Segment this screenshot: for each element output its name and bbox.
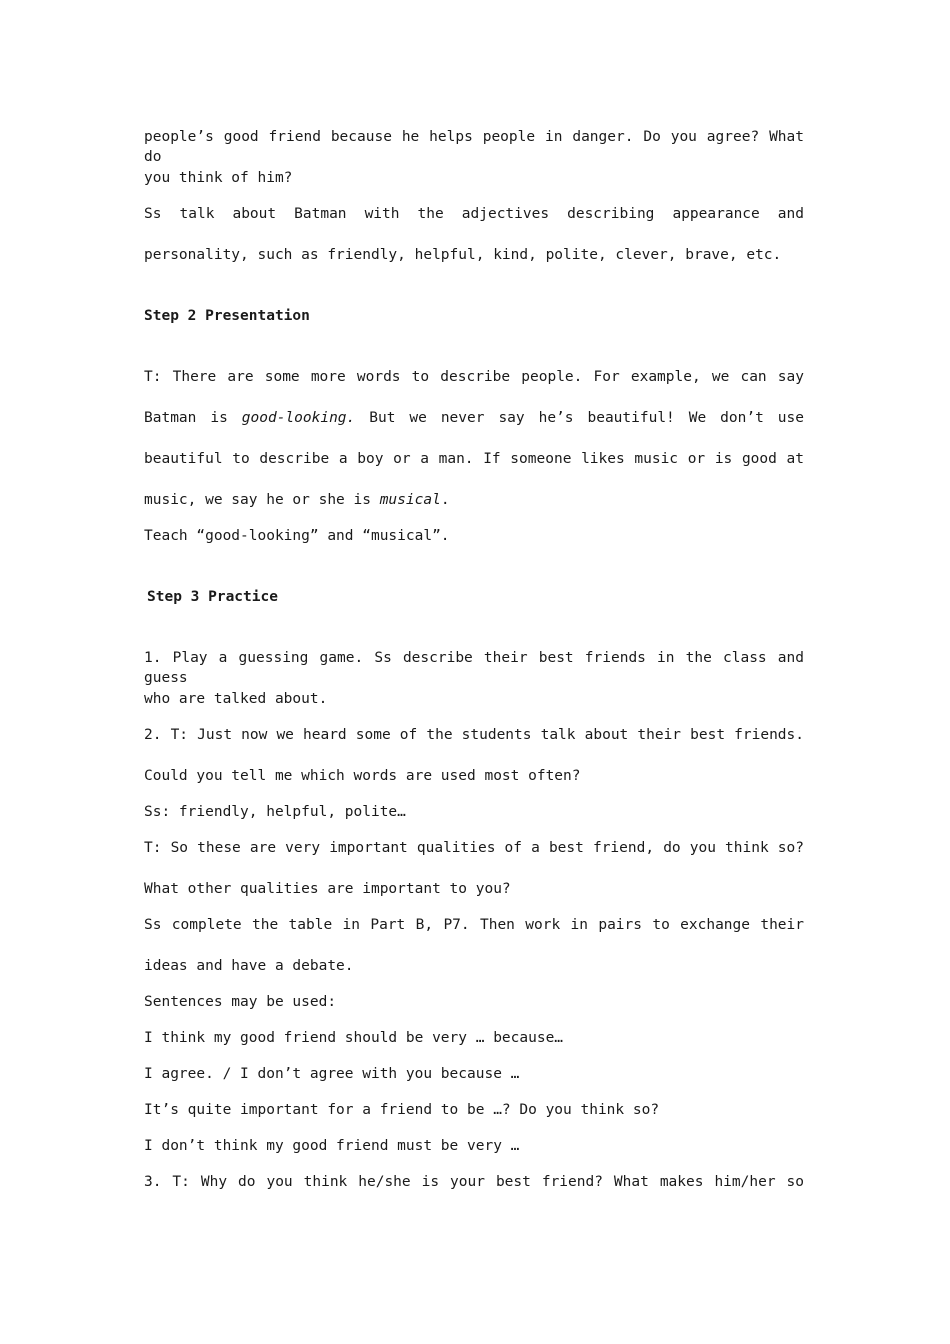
step2-line-2 [144,408,804,428]
sentence-3: It’s quite important for a friend to be …? Do you think so? [144,1102,660,1118]
intro-line-3: Ss talk about Batman with the adjectives describing appearance and [144,206,804,222]
step3-t-line-2: What other qualities are important to you? [144,881,511,897]
step3-ss-line-1: Ss complete the table in Part B, P7. Then work in pairs to exchange their [144,917,804,933]
step3-ss-reply: Ss: friendly, helpful, polite… [144,804,406,820]
step3-item2-line-1: 2. T: Just now we heard some of the students talk about their best friends. [144,727,804,743]
step2-line-2-pre: Batman is [144,410,242,426]
step2-heading: Step 2 Presentation [144,308,310,324]
step3-item1-line-2: who are talked about. [144,691,328,707]
step3-t-line-1: T: So these are very important qualities of a best friend, do you think so? [144,840,804,856]
musical-term: musical [379,492,441,508]
step2-line-2-post: But we never say he’s beautiful! We don’t use [355,410,804,426]
intro-line-1: people’s good friend because he helps people in danger. Do you agree? What do [144,129,804,165]
sentence-1: I think my good friend should be very … because… [144,1030,564,1046]
intro-line-4: personality, such as friendly, helpful, kind, polite, clever, brave, etc. [144,247,782,263]
step3-ss-line-2: ideas and have a debate. [144,958,354,974]
step2-line-3: beautiful to describe a boy or a man. If someone likes music or is good at [144,451,804,467]
good-looking-term: good-looking. [241,410,356,426]
sentence-2: I agree. / I don’t agree with you because … [144,1066,520,1082]
sentences-label: Sentences may be used: [144,994,337,1010]
sentence-4: I don’t think my good friend must be very … [144,1138,520,1154]
intro-line-2: you think of him? [144,170,293,186]
step3-heading: Step 3 Practice [147,589,278,605]
step2-line-4 [144,490,804,510]
step3-item3-line-1: 3. T: Why do you think he/she is your best friend? What makes him/her so [144,1174,804,1190]
step3-item1-line-1: 1. Play a guessing game. Ss describe their best friends in the class and guess [144,650,804,686]
step2-line-4-post: . [440,492,450,508]
step3-item2-line-2: Could you tell me which words are used most often? [144,768,581,784]
step2-line-4-pre: music, we say he or she is [144,492,380,508]
step2-line-5: Teach “good-looking” and “musical”. [144,528,450,544]
step2-line-1: T: There are some more words to describe people. For example, we can say [144,369,804,385]
